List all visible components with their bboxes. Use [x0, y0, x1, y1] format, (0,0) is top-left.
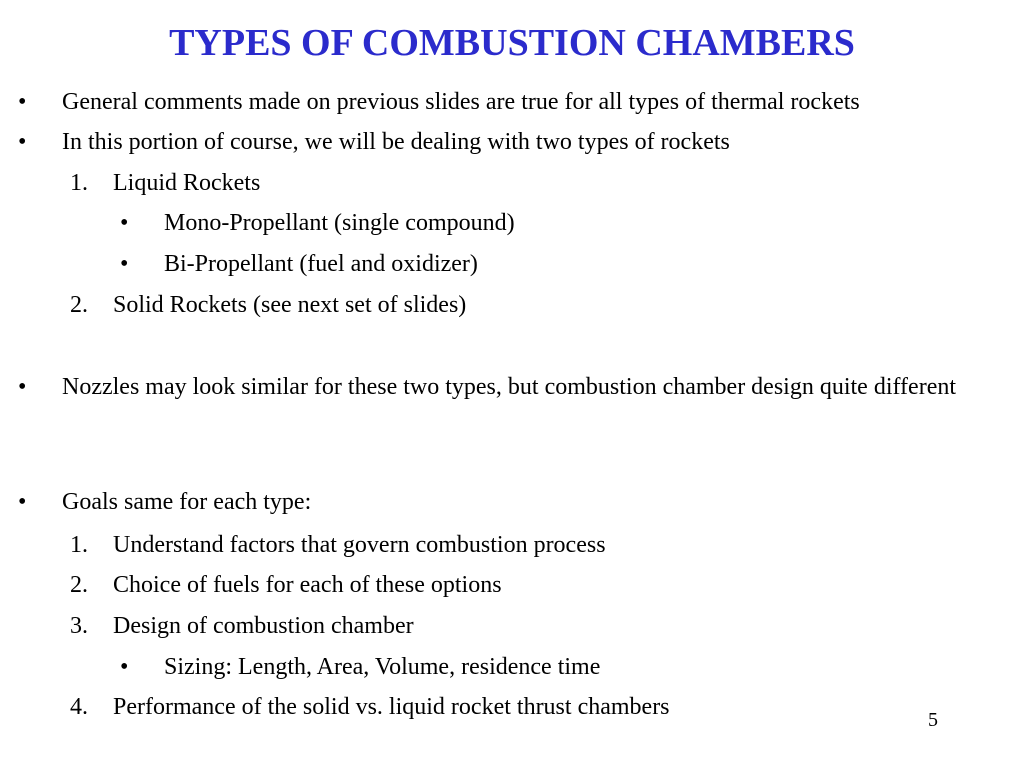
number-marker: 1. — [70, 170, 88, 196]
sub-bullet-text: Mono-Propellant (single compound) — [164, 210, 515, 236]
page-number: 5 — [928, 709, 938, 731]
slide-title: TYPES OF COMBUSTION CHAMBERS — [169, 22, 855, 64]
numbered-text: Choice of fuels for each of these options — [113, 572, 502, 598]
bullet-marker: • — [120, 251, 129, 277]
bullet-marker: • — [18, 129, 27, 155]
number-marker: 2. — [70, 572, 88, 598]
number-marker: 2. — [70, 292, 88, 318]
sub-bullet-text: Bi-Propellant (fuel and oxidizer) — [164, 251, 478, 277]
bullet-marker: • — [120, 210, 129, 236]
bullet-text: Goals same for each type: — [62, 489, 312, 515]
bullet-text: In this portion of course, we will be dealing with two types of rockets — [62, 129, 730, 155]
bullet-text: Nozzles may look similar for these two types, but combustion chamber design quite different — [62, 374, 957, 400]
number-marker: 4. — [70, 694, 88, 720]
bullet-marker: • — [120, 654, 129, 680]
numbered-text: Liquid Rockets — [113, 170, 261, 196]
bullet-text: General comments made on previous slides are true for all types of thermal rockets — [62, 89, 860, 115]
bullet-marker: • — [18, 374, 27, 400]
bullet-marker: • — [18, 89, 27, 115]
numbered-text: Understand factors that govern combustion process — [113, 532, 606, 558]
numbered-text: Design of combustion chamber — [113, 613, 414, 639]
numbered-text: Performance of the solid vs. liquid rocket thrust chambers — [113, 694, 670, 720]
number-marker: 1. — [70, 532, 88, 558]
sub-bullet-text: Sizing: Length, Area, Volume, residence time — [164, 654, 601, 680]
numbered-text: Solid Rockets (see next set of slides) — [113, 292, 467, 318]
bullet-marker: • — [18, 489, 27, 515]
number-marker: 3. — [70, 613, 88, 639]
